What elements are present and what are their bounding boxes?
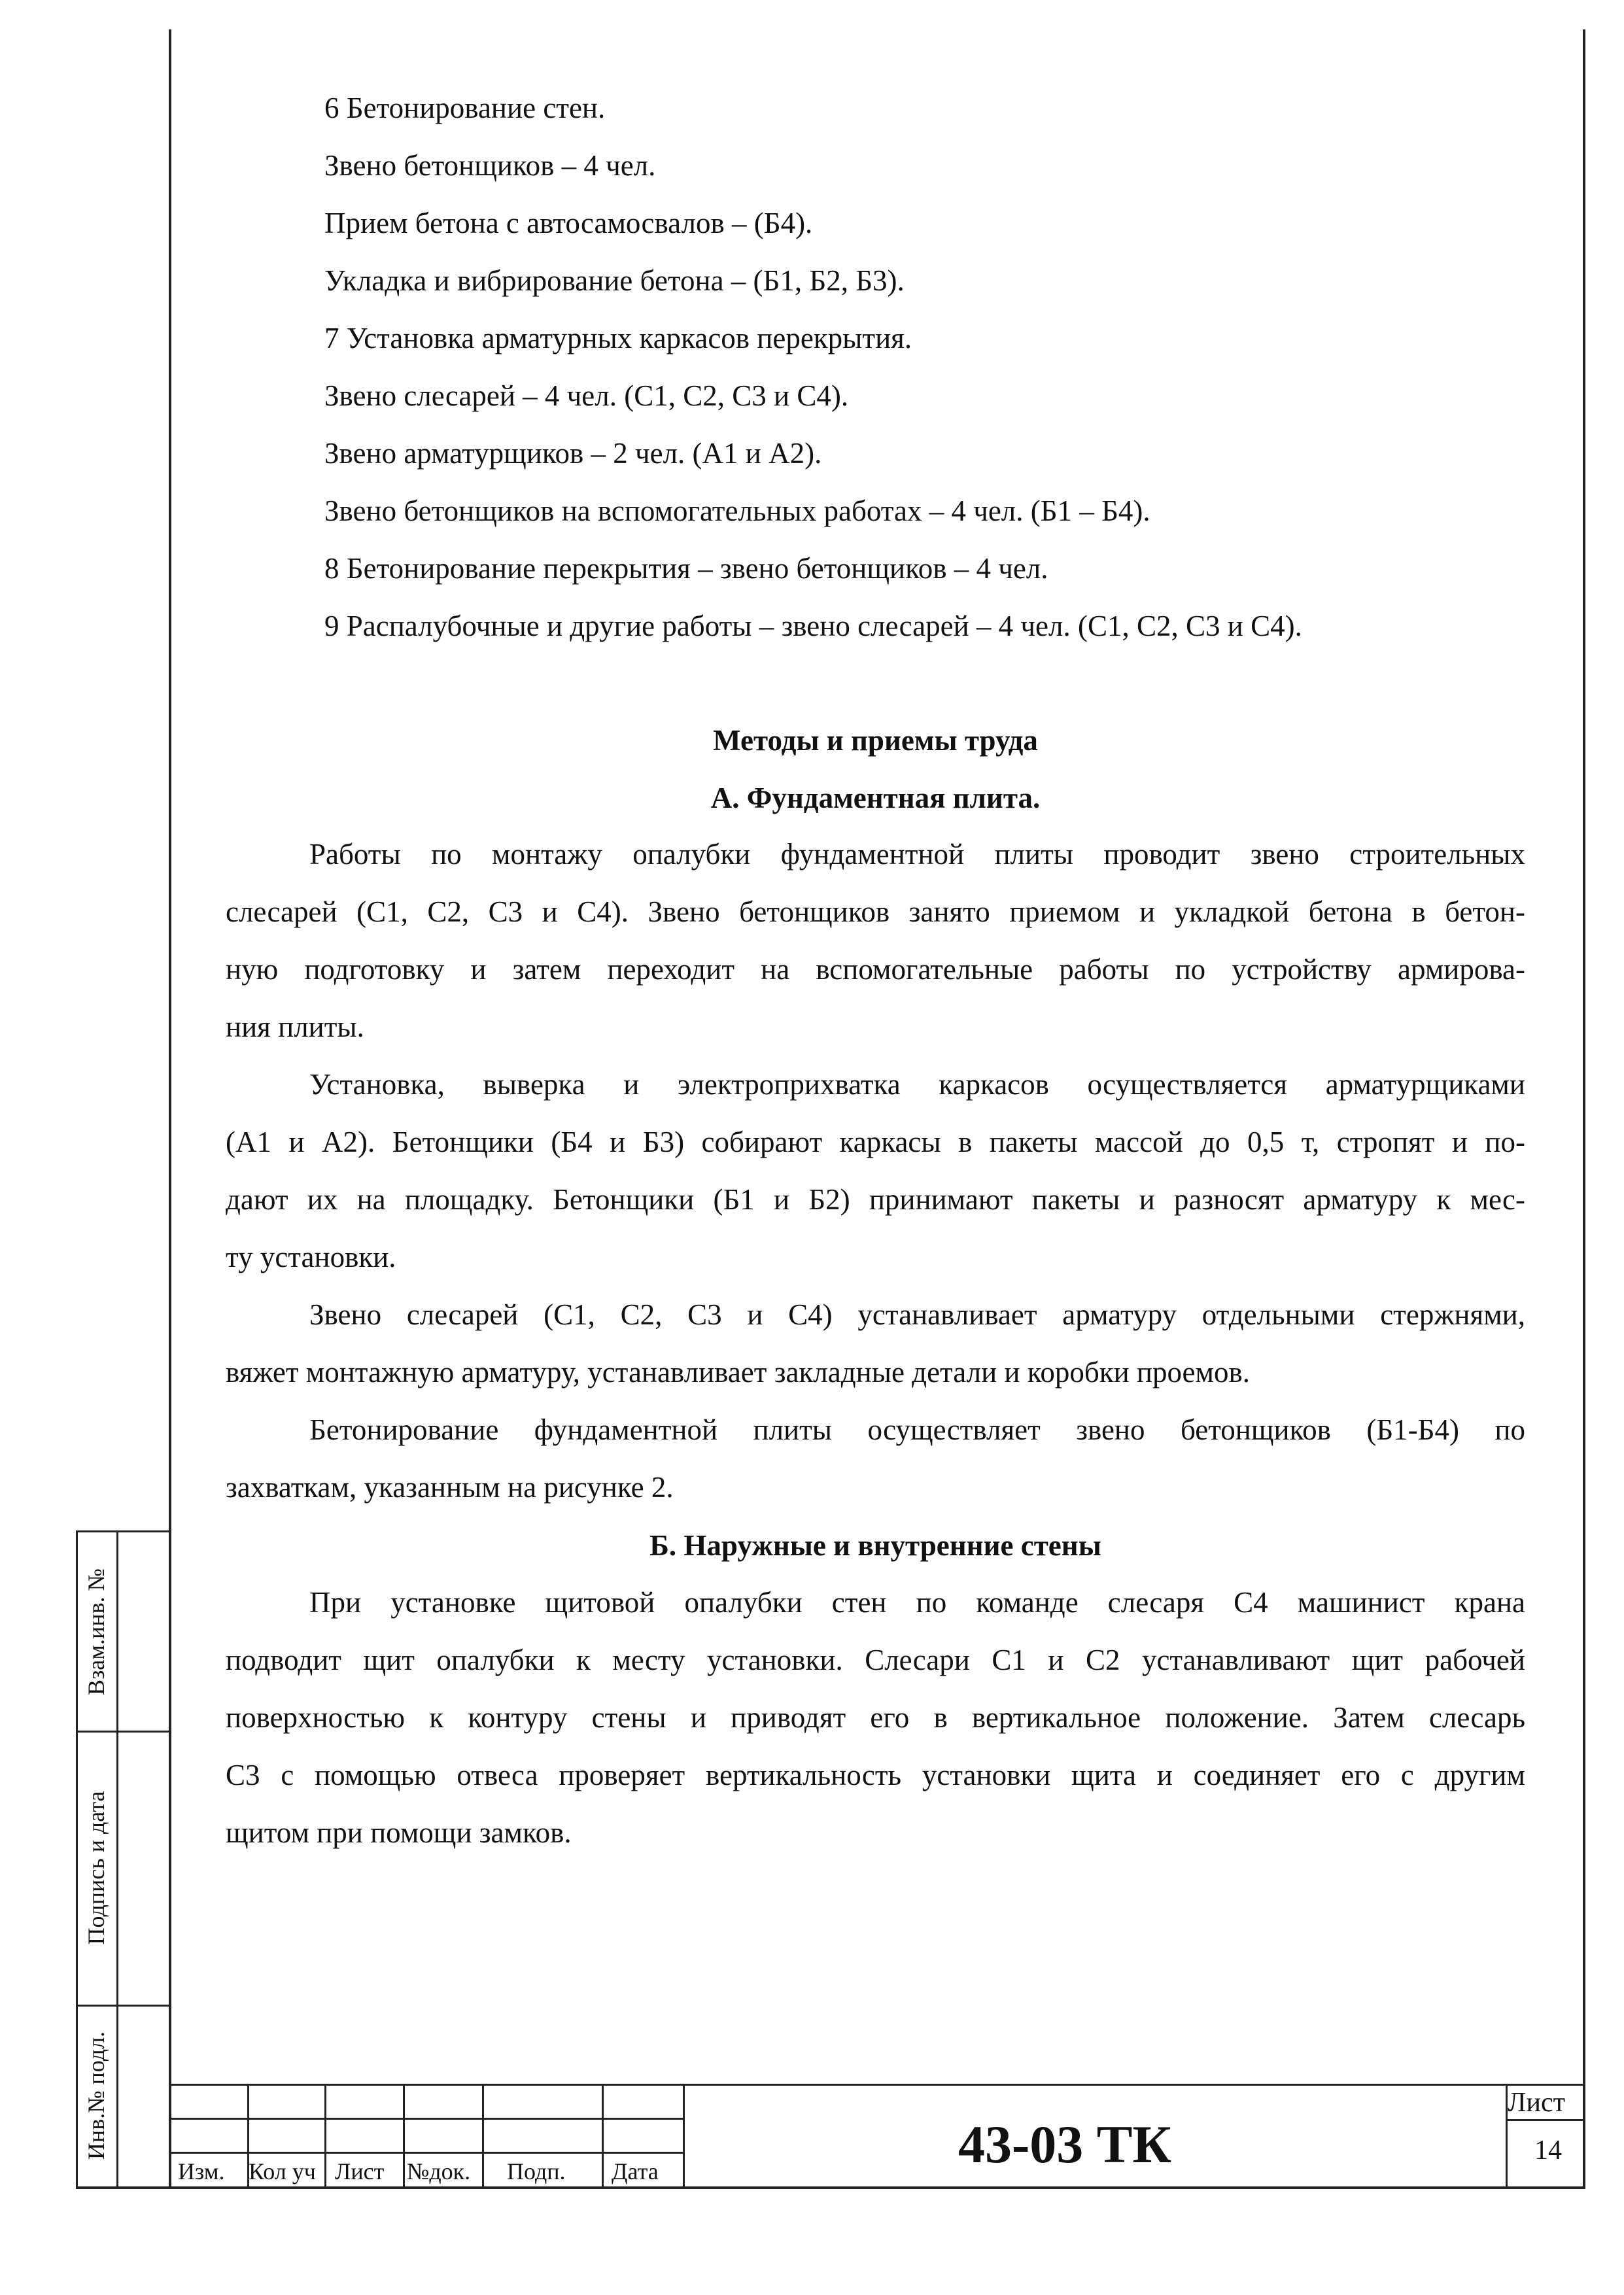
title-block-sheet-line — [1506, 2119, 1585, 2121]
subsection-b-title: Б. Наружные и внутренние стены — [649, 1529, 1101, 1562]
side-stamp-row-line — [76, 1731, 170, 1733]
title-block-header-list: Лист — [335, 2158, 385, 2184]
title-block-header-data: Дата — [612, 2158, 659, 2184]
title-block-header-podp: Подп. — [507, 2158, 566, 2184]
paragraph-line: Звено слесарей (С1, С2, С3 и С4) устанавливает арматуру отдельными стержнями, — [309, 1298, 1525, 1331]
title-block-header-koluch: Кол уч — [249, 2158, 316, 2184]
frame-left-line — [169, 29, 171, 2188]
title-block-col-line — [602, 2084, 604, 2188]
frame-bottom-line — [76, 2186, 1585, 2189]
section-title: Методы и приемы труда — [713, 724, 1038, 757]
title-block-header-ndok: №док. — [407, 2158, 471, 2184]
side-stamp-outer-line — [76, 1530, 78, 2188]
list-item: 7 Установка арматурных каркасов перекрытия. — [324, 322, 912, 354]
paragraph-line: подводит щит опалубки к месту установки. Слесари С1 и С2 устанавливают щит рабочей — [226, 1644, 1525, 1676]
list-item: Звено арматурщиков – 2 чел. (А1 и А2). — [324, 437, 822, 470]
title-block-col-line — [482, 2084, 484, 2188]
sheet-label: Лист — [1508, 2088, 1565, 2118]
title-block-top-line — [170, 2084, 1585, 2086]
subsection-a-title: А. Фундаментная плита. — [710, 782, 1041, 814]
title-block-col-line — [403, 2084, 405, 2188]
paragraph-line: слесарей (С1, С2, С3 и С4). Звено бетонщиков занято приемом и укладкой бетона в бетон- — [226, 895, 1525, 928]
paragraph-line: ния плиты. — [226, 1010, 364, 1043]
title-block-col-line — [324, 2084, 326, 2188]
paragraph-line: вяжет монтажную арматуру, устанавливает закладные детали и коробки проемов. — [226, 1356, 1250, 1389]
side-stamp-podpis-label: Подпись и дата — [83, 1791, 109, 1945]
list-item: 6 Бетонирование стен. — [324, 92, 606, 124]
paragraph-line: (А1 и А2). Бетонщики (Б4 и Б3) собирают каркасы в пакеты массой до 0,5 т, стропят и по- — [226, 1126, 1525, 1158]
list-item: 9 Распалубочные и другие работы – звено слесарей – 4 чел. (С1, С2, С3 и С4). — [324, 610, 1302, 642]
list-item: Звено слесарей – 4 чел. (С1, С2, С3 и С4). — [324, 379, 849, 412]
list-item: Прием бетона с автосамосвалов – (Б4). — [324, 207, 813, 239]
paragraph-line: При установке щитовой опалубки стен по команде слесаря С4 машинист крана — [309, 1586, 1525, 1619]
paragraph-line: захваткам, указанным на рисунке 2. — [226, 1471, 674, 1504]
paragraph-line: Бетонирование фундаментной плиты осуществляет звено бетонщиков (Б1-Б4) по — [309, 1413, 1525, 1446]
paragraph-line: дают их на площадку. Бетонщики (Б1 и Б2) принимают пакеты и разносят арматуру к мес- — [226, 1183, 1525, 1216]
list-item: Звено бетонщиков – 4 чел. — [324, 149, 656, 182]
paragraph-line: Работы по монтажу опалубки фундаментной плиты проводит звено строительных — [309, 838, 1525, 871]
document-code: 43-03 ТК — [958, 2114, 1171, 2174]
paragraph-line: Установка, выверка и электроприхватка каркасов осуществляется арматурщиками — [309, 1068, 1525, 1101]
list-item: Укладка и вибрирование бетона – (Б1, Б2, Б3). — [324, 264, 905, 297]
paragraph-line: поверхностью к контуру стены и приводят его в вертикальное положение. Затем слесарь — [226, 1701, 1525, 1734]
list-item: 8 Бетонирование перекрытия – звено бетонщиков – 4 чел. — [324, 552, 1048, 585]
side-stamp-top-line — [76, 1530, 170, 1532]
paragraph-line: С3 с помощью отвеса проверяет вертикальность установки щита и соединяет его с другим — [226, 1759, 1525, 1791]
title-block-header-izm: Изм. — [178, 2158, 225, 2184]
list-item: Звено бетонщиков на вспомогательных работах – 4 чел. (Б1 – Б4). — [324, 494, 1150, 527]
sheet-number: 14 — [1534, 2135, 1562, 2166]
side-stamp-vzam-label: Взам.инв. № — [83, 1568, 109, 1695]
paragraph-line: щитом при помощи замков. — [226, 1816, 572, 1849]
paragraph-line: ту установки. — [226, 1241, 396, 1273]
title-block-col-line — [683, 2084, 685, 2188]
side-stamp-divider — [116, 1530, 118, 2188]
paragraph-line: ную подготовку и затем переходит на вспомогательные работы по устройству армирова- — [226, 953, 1525, 986]
frame-right-line — [1583, 29, 1585, 2188]
side-stamp-inv-label: Инв.№ подл. — [83, 2031, 109, 2160]
